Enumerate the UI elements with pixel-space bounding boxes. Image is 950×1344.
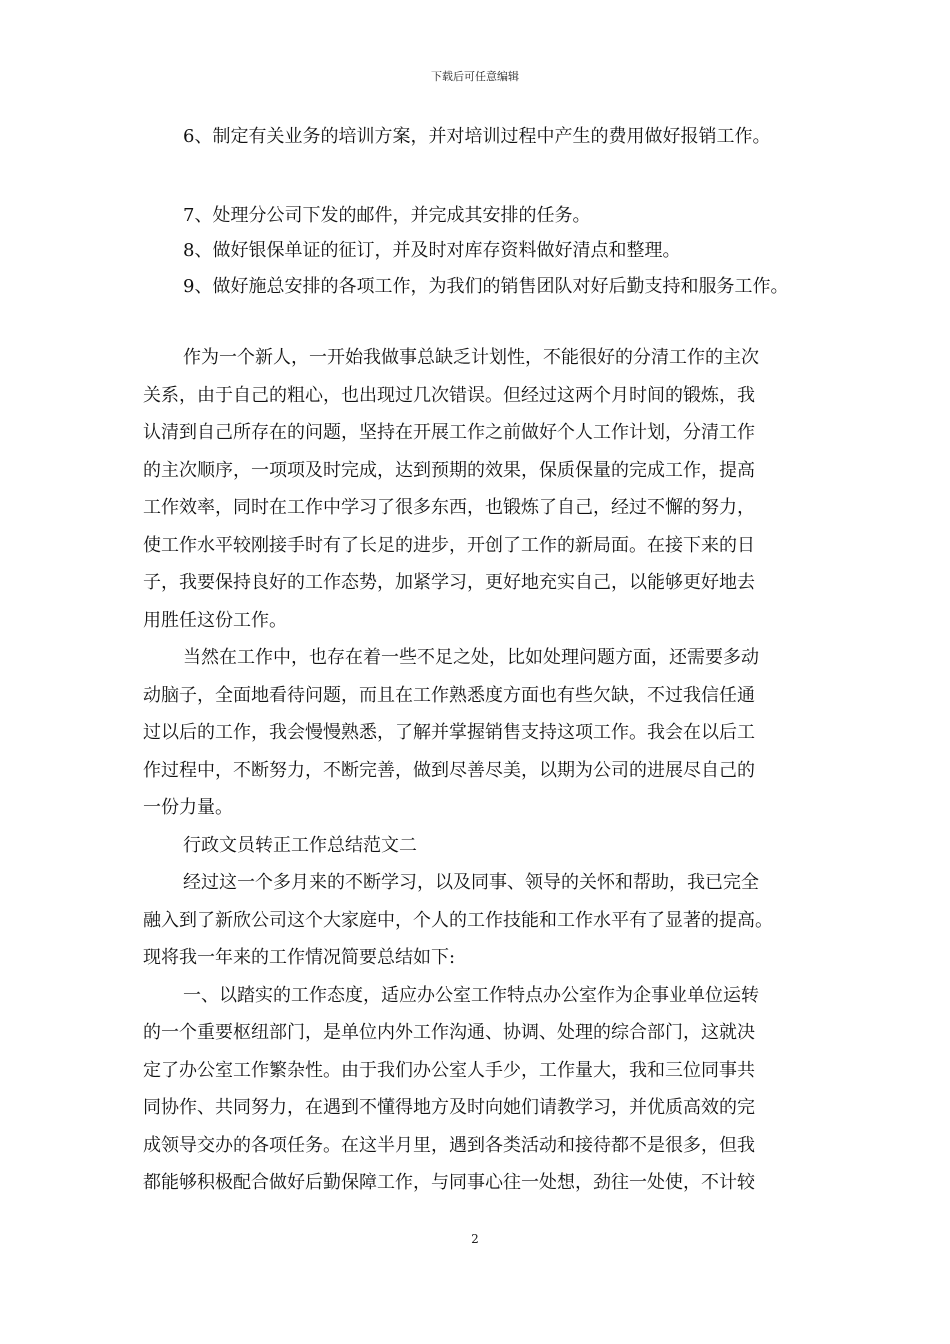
paragraph-line: 子，我要保持良好的工作态势，加紧学习，更好地充实自己，以能够更好地去 [143, 572, 755, 593]
paragraph-line: 使工作水平较刚接手时有了长足的进步，开创了工作的新局面。在接下来的日 [143, 534, 755, 556]
paragraph-line: 融入到了新欣公司这个大家庭中，个人的工作技能和工作水平有了显著的提高。 [143, 909, 773, 931]
list-item-8: 8、做好银保单证的征订，并及时对库存资料做好清点和整理。 [183, 240, 681, 261]
paragraph-line: 用胜任这份工作。 [143, 609, 287, 631]
paragraph-line: 同协作、共同努力，在遇到不懂得地方及时向她们请教学习，并优质高效的完 [143, 1097, 755, 1118]
paragraph-line: 现将我一年来的工作情况简要总结如下: [143, 947, 456, 968]
section-heading: 行政文员转正工作总结范文二 [183, 834, 417, 856]
paragraph-line: 关系，由于自己的粗心，也出现过几次错误。但经过这两个月时间的锻炼，我 [143, 384, 755, 406]
list-item-7: 7、处理分公司下发的邮件，并完成其安排的任务。 [183, 205, 591, 226]
paragraph-line: 一份力量。 [143, 797, 233, 818]
paragraph-line: 定了办公室工作繁杂性。由于我们办公室人手少，工作量大，我和三位同事共 [143, 1059, 755, 1081]
paragraph-line: 经过这一个多月来的不断学习，以及同事、领导的关怀和帮助，我已完全 [183, 872, 759, 893]
paragraph-line: 动脑子，全面地看待问题，而且在工作熟悉度方面也有些欠缺，不过我信任通 [143, 684, 755, 706]
page-number: 2 [471, 1232, 479, 1246]
list-item-9: 9、做好施总安排的各项工作，为我们的销售团队对好后勤支持和服务工作。 [183, 276, 789, 297]
paragraph-line: 作为一个新人，一开始我做事总缺乏计划性，不能很好的分清工作的主次 [183, 347, 759, 368]
paragraph-line: 过以后的工作，我会慢慢熟悉，了解并掌握销售支持这项工作。我会在以后工 [143, 722, 755, 743]
paragraph-line: 工作效率，同时在工作中学习了很多东西，也锻炼了自己，经过不懈的努力， [143, 497, 755, 518]
page-header: 下载后可任意编辑 [431, 70, 519, 83]
paragraph-line: 的主次顺序，一项项及时完成，达到预期的效果，保质保量的完成工作，提高 [143, 459, 755, 481]
paragraph-line: 当然在工作中，也存在着一些不足之处，比如处理问题方面，还需要多动 [183, 647, 759, 668]
list-item-6: 6、制定有关业务的培训方案，并对培训过程中产生的费用做好报销工作。 [183, 126, 771, 147]
paragraph-line: 一、以踏实的工作态度，适应办公室工作特点办公室作为企事业单位运转 [183, 984, 759, 1006]
paragraph-newcomer-reflection [143, 339, 823, 1202]
paragraph-line: 成领导交办的各项任务。在这半月里，遇到各类活动和接待都不是很多，但我 [143, 1134, 755, 1156]
paragraph-line: 认清到自己所存在的问题，坚持在开展工作之前做好个人工作计划，分清工作 [143, 422, 755, 443]
paragraph-line: 的一个重要枢纽部门，是单位内外工作沟通、协调、处理的综合部门，这就决 [143, 1022, 755, 1043]
paragraph-line: 作过程中，不断努力，不断完善，做到尽善尽美，以期为公司的进展尽自己的 [143, 759, 755, 781]
paragraph-line: 都能够积极配合做好后勤保障工作，与同事心往一处想，劲往一处使，不计较 [143, 1172, 755, 1193]
